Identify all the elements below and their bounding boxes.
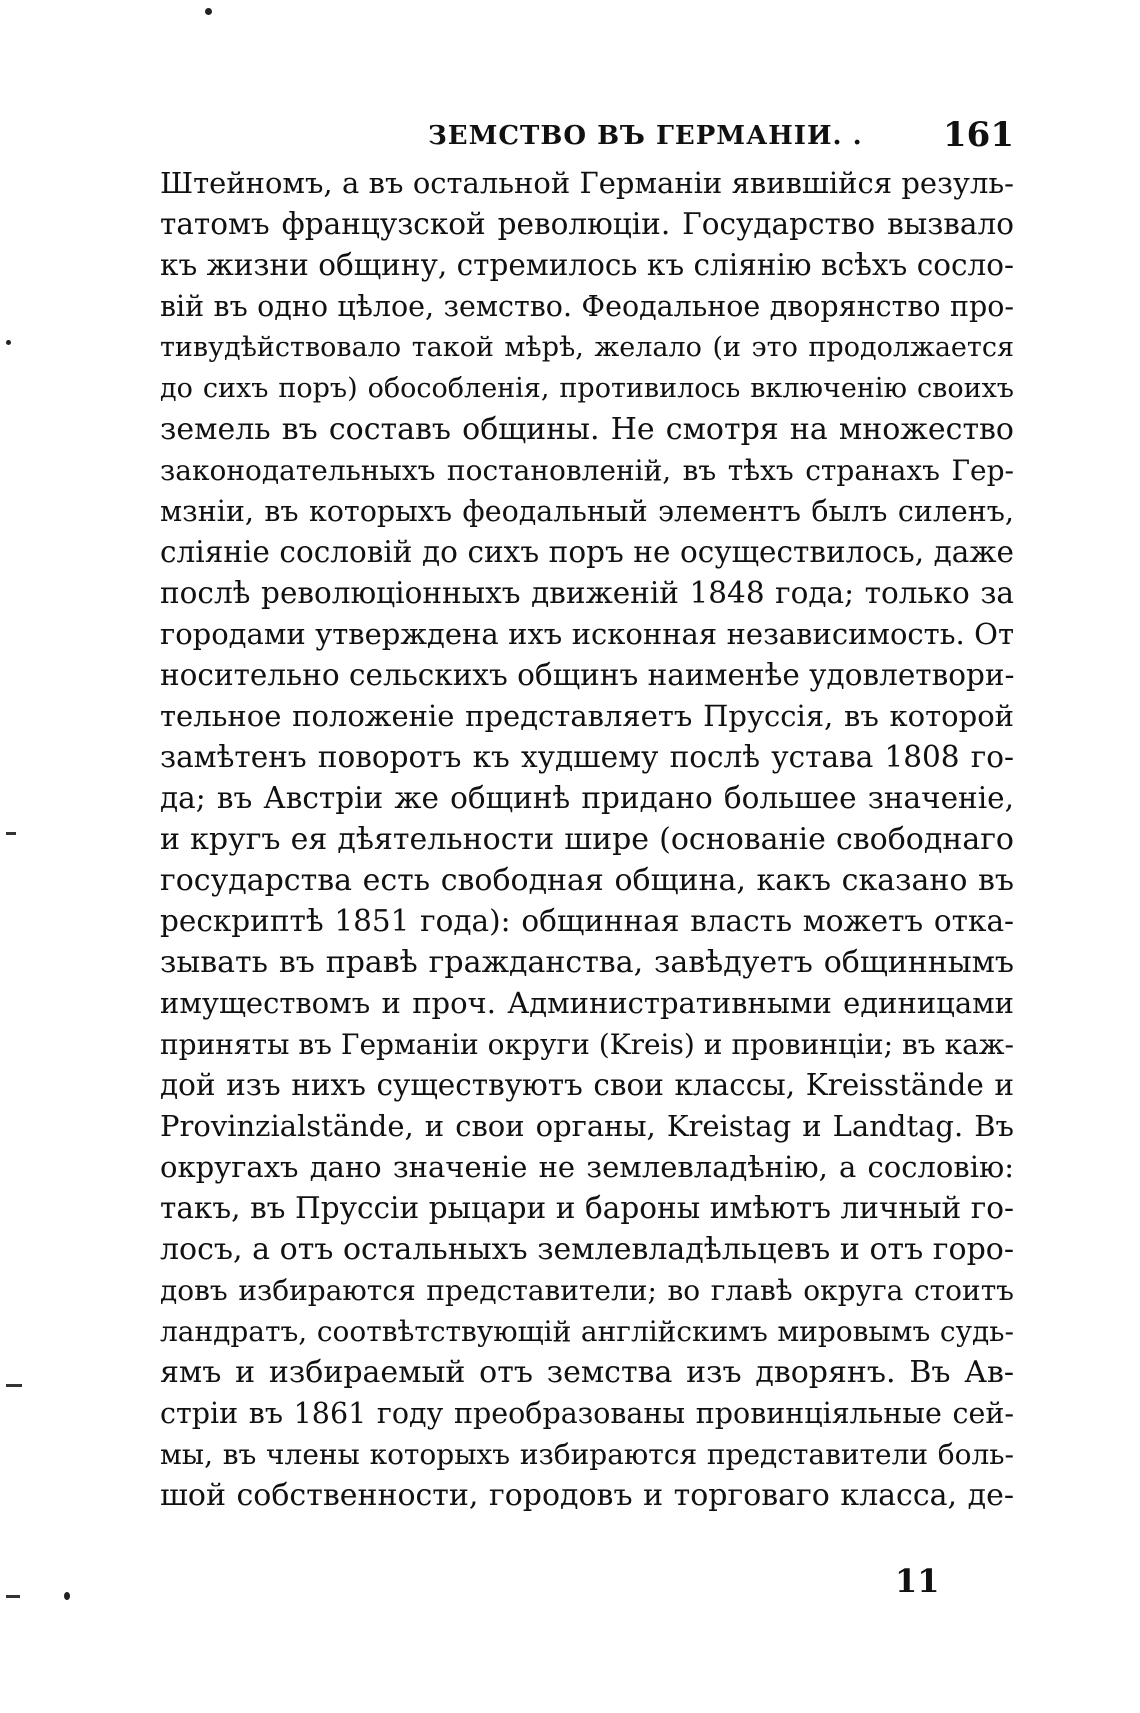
text-line: носительно сельскихъ общинъ наименѣе удовлетвори- <box>160 658 1014 692</box>
text-line: ландратъ, соотвѣтствующій англійскимъ мировымъ судь- <box>160 1315 1014 1348</box>
text-line: тельное положеніе представляетъ Пруссія, въ которой <box>160 699 1014 733</box>
text-line: такъ, въ Пруссіи рыцари и бароны имѣютъ личный го- <box>160 1191 1014 1225</box>
text-line: тивудѣйствовало такой мѣрѣ, желало (и это продолжается <box>160 332 1014 363</box>
text-line: татомъ французской революціи. Государство вызвало <box>160 207 1014 241</box>
text-line: городами утверждена ихъ исконная независимость. От <box>160 617 1014 651</box>
text-line: Provinzialstände, и свои органы, Kreistag и Landtag. Въ <box>160 1109 1014 1143</box>
scan-speck <box>6 340 11 345</box>
page-number: 161 <box>943 115 1014 155</box>
text-line: послѣ революціонныхъ движеній 1848 года; только за <box>160 576 1014 610</box>
body-text <box>160 163 1014 1516</box>
scan-speck <box>205 8 212 15</box>
running-head: ЗЕМСТВО ВЪ ГЕРМАНІИ. . <box>428 121 863 151</box>
text-line: мы, въ члены которыхъ избираются представители боль- <box>160 1438 1014 1471</box>
scan-speck <box>64 1592 70 1600</box>
text-line: земель въ составъ общины. Не смотря на множество <box>160 412 1014 447</box>
text-line: и кругъ ея дѣятельности шире (основаніе свободнаго <box>160 822 1014 857</box>
text-line: сліяніе сословій до сихъ поръ не осуществилось, даже <box>160 535 1014 569</box>
text-line: до сихъ поръ) обособленія, противилось включенію своихъ <box>160 373 1014 404</box>
text-line: государства есть свободная община, какъ сказано въ <box>160 863 1014 898</box>
text-line: имуществомъ и проч. Административными единицами <box>160 986 1014 1020</box>
text-line: довъ избираются представители; во главѣ округа стоитъ <box>160 1274 1014 1307</box>
text-line: зывать въ правѣ гражданства, завѣдуетъ общиннымъ <box>160 945 1014 980</box>
text-line: округахъ дано значеніе не землевладѣнію, а сословію: <box>160 1150 1014 1184</box>
text-line: лосъ, а отъ остальныхъ землевладѣльцевъ и отъ горо- <box>160 1232 1014 1267</box>
text-line: приняты въ Германіи округи (Kreis) и провинціи; въ каж- <box>160 1028 1014 1061</box>
text-line: ямъ и избираемый отъ земства изъ дворянъ. Въ Ав- <box>160 1355 1014 1390</box>
text-line: дой изъ нихъ существуютъ свои классы, Kreisstände и <box>160 1068 1014 1102</box>
text-line: стріи въ 1861 году преобразованы провинціяльные сей- <box>160 1397 1014 1430</box>
page-header <box>160 115 1014 155</box>
text-line: мзніи, въ которыхъ феодальный элементъ былъ силенъ, <box>160 495 1014 528</box>
text-line: Штейномъ, а въ остальной Германіи явившійся резуль- <box>160 166 1014 200</box>
signature-mark: 11 <box>895 1562 940 1600</box>
text-line: замѣтенъ поворотъ къ худшему послѣ устава 1808 го- <box>160 740 1014 774</box>
text-line: шой собственности, городовъ и торговаго класса, де- <box>160 1478 1014 1513</box>
scan-mark <box>6 832 16 835</box>
text-line: да; въ Австріи же общинѣ придано большее значеніе, <box>160 781 1014 815</box>
text-line: вій въ одно цѣлое, земство. Феодальное дворянство про- <box>160 290 1014 323</box>
scan-mark <box>6 1595 20 1598</box>
text-line: къ жизни общину, стремилось къ сліянію всѣхъ сосло- <box>160 248 1014 282</box>
scan-mark <box>6 1384 22 1387</box>
text-line: законодательныхъ постановленій, въ тѣхъ странахъ Гер- <box>160 454 1014 487</box>
text-line: рескриптѣ 1851 года): общинная власть можетъ отка- <box>160 904 1014 938</box>
